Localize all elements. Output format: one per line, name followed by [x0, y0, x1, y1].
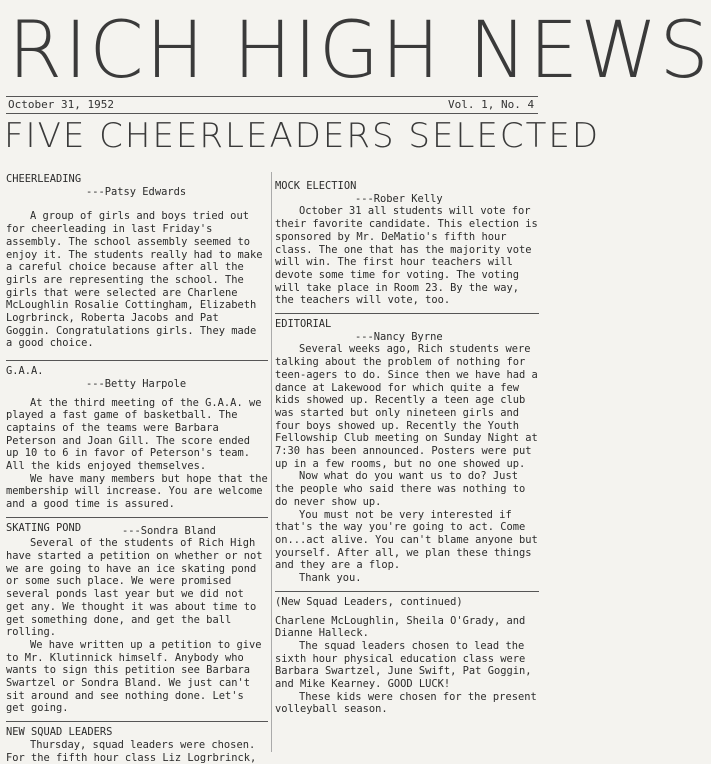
section-title: EDITORIAL	[275, 318, 332, 331]
paragraph: These kids were chosen for the present volleyball season.	[275, 690, 537, 716]
masthead: RICH HIGH NEWS	[8, 6, 711, 96]
column-divider	[271, 172, 272, 752]
paragraph: Several weeks ago, Rich students were talking about the problem of nothing for teen-agers to do. Since then we have had a dance at Lakewood for which quite a few kids showed up. Recently a teen age club was started but only nineteen girls and four boys showed up. Recently the Youth Fellowship Club meeting on Sunday Night at 7:30 has been announced. Posters were put up in a few rooms, but no one showed up.	[275, 343, 538, 470]
paragraph: Thank you.	[299, 572, 362, 585]
byline: ---Betty Harpole	[86, 377, 187, 390]
divider	[6, 721, 268, 722]
section-title: NEW SQUAD LEADERS	[6, 726, 113, 739]
article-editorial	[275, 318, 539, 585]
section-title: SKATING POND	[6, 521, 82, 534]
divider	[6, 517, 268, 518]
article-gaa	[6, 365, 268, 511]
masthead-rule	[6, 96, 538, 97]
paragraph: We have many members but hope that the membership will increase. You are welcome and a good time is assured.	[6, 472, 268, 511]
paragraph: Several of the students of Rich High have started a petition on whether or not we are going to have an ice skating pond or some such place. We were promised several ponds last year but we did not get any. We thought it was about time to get something done, and get the ball rolling.	[6, 537, 263, 639]
article-mock-election	[275, 180, 539, 307]
divider	[6, 360, 268, 361]
paragraph: A group of girls and boys tried out for cheerleading in last Friday's assembly. The school assembly seemed to enjoy it. The students really had to make a careful choice because after all the girls are representing the school. The girls that were selected are Charlene McLoughlin Rosalie Cottingham, Elizabeth Logrbrinck, Roberta Jacobs and Pat Goggin. Congratulations girls. They made a good choice.	[6, 210, 263, 350]
section-title: CHEERLEADING	[6, 173, 82, 185]
paragraph: At the third meeting of the G.A.A. we played a fast game of basketball. The captains of the teams were Barbara Peterson and Joan Gill. The score ended up 10 to 6 in favor of Peterson's team. All the kids enjoyed themselves.	[6, 396, 262, 473]
divider	[275, 313, 539, 314]
paragraph: We have written up a petition to give to Mr. Klutinnick himself. Anybody who wants to sign this petition see Barbara Swartzel or Sondra Bland. We just can't sit around and see nothing done. Let's get going.	[6, 638, 262, 715]
byline: ---Rober Kelly	[355, 192, 443, 205]
paragraph: October 31 all students will vote for their favorite candidate. This election is sponsored by Mr. DeMatio's fifth hour class. The one that has the majority vote will win. The first hour teachers will devote some time for voting. The voting will take place in Room 23. By the way, the teachers will vote, too.	[275, 205, 538, 307]
byline: ---Sondra Bland	[122, 524, 216, 537]
paragraph: Now what do you want us to do? Just the people who said there was nothing to do never show up.	[275, 470, 526, 508]
section-title: (New Squad Leaders, continued)	[275, 595, 463, 608]
article-new-squad-leaders	[6, 726, 268, 764]
article-skating-pond	[6, 522, 268, 715]
section-title: MOCK ELECTION	[275, 180, 357, 192]
article-cheerleading	[6, 173, 268, 350]
issue-volume: Vol. 1, No. 4	[448, 98, 535, 111]
paragraph: You must not be very interested if that's the way you're going to act. Come on...act alive. You can't blame anyone but yourself. After all, we plan these things and they are a flop.	[275, 508, 538, 572]
paragraph: The squad leaders chosen to lead the sixth hour physical education class were Barbara Swartzel, June Swift, Pat Goggin, and Mike Kearney. GOOD LUCK!	[275, 639, 532, 691]
article-squad-continued	[275, 596, 539, 716]
issue-date: October 31, 1952	[8, 98, 114, 111]
divider	[275, 591, 539, 592]
headline: FIVE CHEERLEADERS SELECTED	[4, 116, 601, 156]
byline: ---Patsy Edwards	[86, 185, 187, 198]
left-column	[6, 173, 268, 764]
paragraph: Charlene McLoughlin, Sheila O'Grady, and Dianne Halleck.	[275, 614, 526, 640]
paragraph: Thursday, squad leaders were chosen. For the fifth hour class Liz Logrbrinck,	[6, 738, 257, 764]
right-column	[275, 180, 539, 716]
section-title: G.A.A.	[6, 365, 44, 378]
byline: ---Nancy Byrne	[355, 330, 443, 343]
